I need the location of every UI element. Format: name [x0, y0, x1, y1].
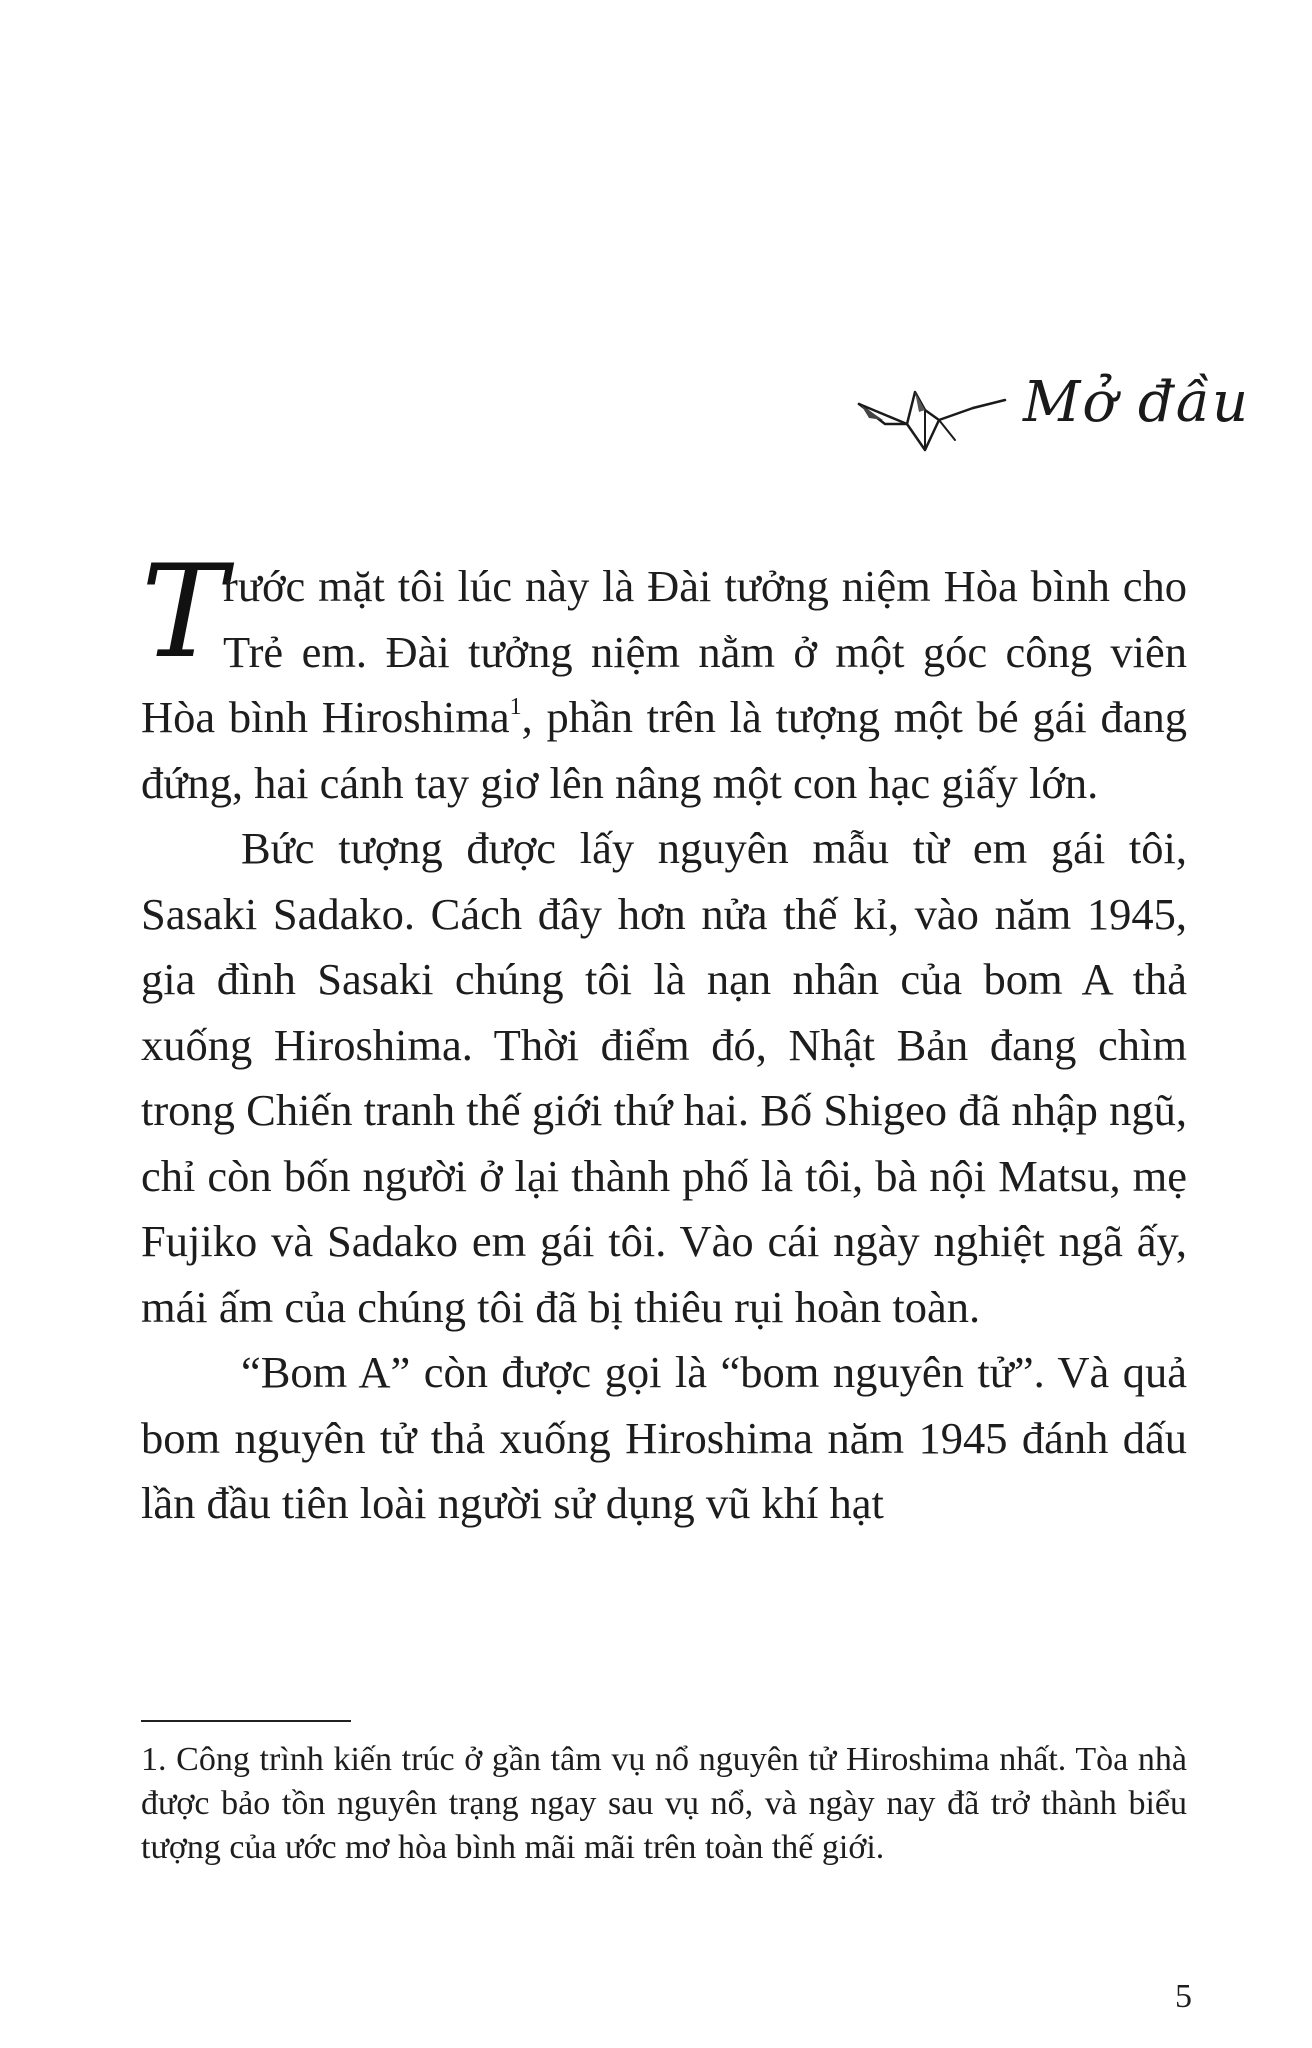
chapter-heading [855, 362, 1251, 472]
footnote-ref[interactable]: 1 [509, 694, 522, 720]
paper-crane-icon [855, 380, 1015, 458]
body-text [141, 538, 1187, 1537]
footnote-divider [141, 1720, 351, 1722]
chapter-title: Mở đầu [1023, 370, 1251, 435]
footnote: 1. Công trình kiến trúc ở gần tâm vụ nổ nguyên tử Hiroshima nhất. Tòa nhà được bảo tồn nguyên trạng ngay sau vụ nổ, và ngày nay đã trở thành biểu tượng của ước mơ hòa bình mãi mãi trên toàn thế giới. [141, 1741, 1187, 1866]
paragraph-1 [141, 538, 1187, 816]
paragraph-3: “Bom A” còn được gọi là “bom nguyên tử”. Và quả bom nguyên tử thả xuống Hiroshima năm 1945 đánh dấu lần đầu tiên loài người sử dụng vũ khí hạt [141, 1347, 1187, 1528]
page-number: 5 [1175, 1978, 1192, 2015]
paragraph-1-text-cont: , phần trên là tượng một bé gái đang đứng, hai cánh tay giơ lên nâng một con hạc giấy lớn. [141, 692, 1187, 808]
paragraph-1-text: rước mặt tôi lúc này là Đài tưởng niệm Hòa bình cho Trẻ em. Đài tưởng niệm nằm ở một góc công viên Hòa bình Hiroshima [141, 561, 1187, 742]
paragraph-2: Bức tượng được lấy nguyên mẫu từ em gái tôi, Sasaki Sadako. Cách đây hơn nửa thế kỉ, vào năm 1945, gia đình Sasaki chúng tôi là nạn nhân của bom A thả xuống Hiroshima. Thời điểm đó, Nhật Bản đang chìm trong Chiến tranh thế giới thứ hai. Bố Shigeo đã nhập ngũ, chỉ còn bốn người ở lại thành phố là tôi, bà nội Matsu, mẹ Fujiko và Sadako em gái tôi. Vào cái ngày nghiệt ngã ấy, mái ấm của chúng tôi đã bị thiêu rụi hoàn toàn. [141, 823, 1187, 1332]
drop-cap: T [141, 538, 227, 687]
